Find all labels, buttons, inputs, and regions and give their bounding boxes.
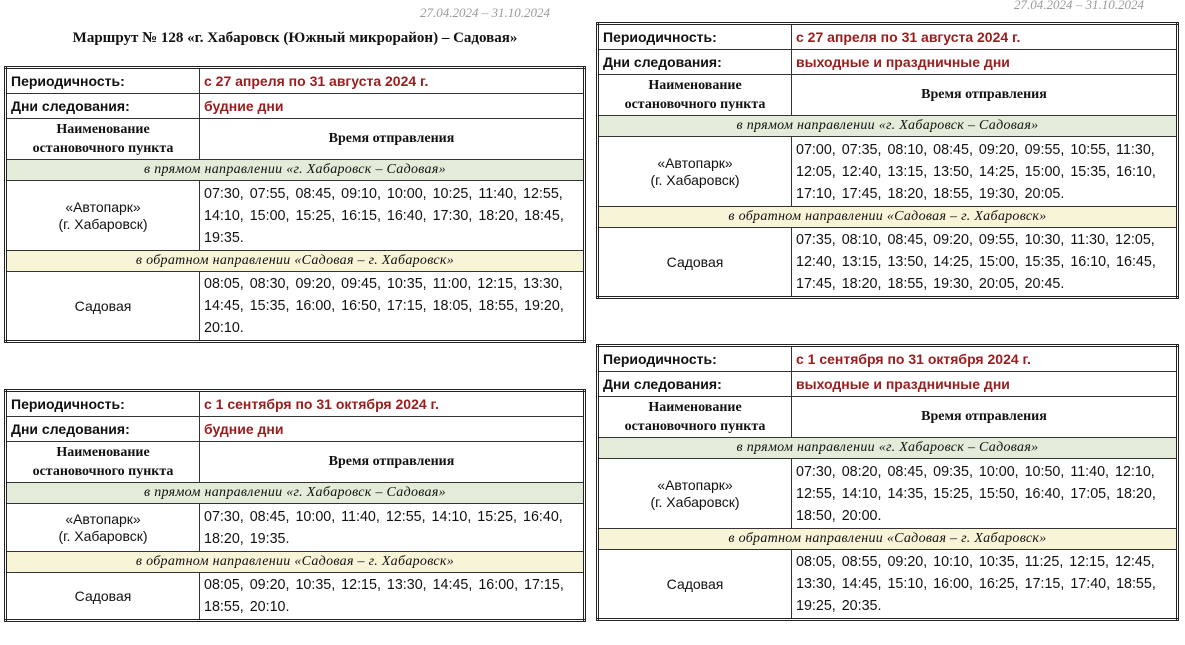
stop-name: Садовая [598, 228, 792, 298]
days-label: Дни следования: [598, 50, 792, 75]
route-title: Маршрут № 128 «г. Хабаровск (Южный микрорайон) – Садовая» [72, 30, 518, 46]
departure-times: 07:30, 08:45, 10:00, 11:40, 12:55, 14:10, 15:25, 16:40, 18:20, 19:35. [200, 504, 585, 552]
periodicity-value: с 1 сентября по 31 октября 2024 г. [792, 346, 1178, 372]
direction-backward: в обратном направлении «Садовая – г. Хабаровск» [6, 552, 585, 573]
direction-backward: в обратном направлении «Садовая – г. Хабаровск» [598, 207, 1178, 228]
date-range-right: 27.04.2024 – 31.10.2024 [1014, 0, 1144, 12]
departure-times: 07:30, 08:20, 08:45, 09:35, 10:00, 10:50, 11:40, 12:10, 12:55, 14:10, 14:35, 15:25, 15:50, 16:40, 17:05, 18:20, 18:50, 20:00. [792, 459, 1178, 529]
days-value: будние дни [200, 417, 585, 442]
direction-forward: в прямом направлении «г. Хабаровск – Садовая» [598, 116, 1178, 137]
stop-name: Садовая [6, 272, 200, 342]
periodicity-label: Периодичность: [6, 391, 200, 417]
schedule-table-weekdays-autumn [4, 389, 586, 622]
days-value: выходные и праздничные дни [792, 372, 1178, 397]
direction-forward: в прямом направлении «г. Хабаровск – Садовая» [6, 483, 585, 504]
direction-backward: в обратном направлении «Садовая – г. Хабаровск» [6, 251, 585, 272]
stop-column-header: Наименование остановочного пункта [6, 119, 200, 160]
schedule-table-weekends-summer [596, 22, 1179, 299]
periodicity-value: с 27 апреля по 31 августа 2024 г. [200, 68, 585, 94]
periodicity-value: с 27 апреля по 31 августа 2024 г. [792, 24, 1178, 50]
days-value: выходные и праздничные дни [792, 50, 1178, 75]
days-label: Дни следования: [598, 372, 792, 397]
periodicity-label: Периодичность: [598, 24, 792, 50]
periodicity-value: с 1 сентября по 31 октября 2024 г. [200, 391, 585, 417]
stop-column-header: Наименование остановочного пункта [598, 397, 792, 438]
date-range-left: 27.04.2024 – 31.10.2024 [420, 5, 550, 20]
time-column-header: Время отправления [792, 397, 1178, 438]
stop-column-header: Наименование остановочного пункта [598, 75, 792, 116]
stop-name: «Автопарк» (г. Хабаровск) [598, 459, 792, 529]
departure-times: 07:35, 08:10, 08:45, 09:20, 09:55, 10:30, 11:30, 12:05, 12:40, 13:15, 13:50, 14:25, 15:00, 15:35, 16:10, 16:45, 17:45, 18:20, 18:55, 19:30, 20:05, 20:45. [792, 228, 1178, 298]
schedule-table-weekdays-summer [4, 66, 586, 343]
stop-column-header: Наименование остановочного пункта [6, 442, 200, 483]
schedule-table-weekends-autumn [596, 344, 1179, 621]
departure-times: 08:05, 09:20, 10:35, 12:15, 13:30, 14:45, 16:00, 17:15, 18:55, 20:10. [200, 573, 585, 621]
time-column-header: Время отправления [200, 442, 585, 483]
stop-name: Садовая [6, 573, 200, 621]
time-column-header: Время отправления [792, 75, 1178, 116]
periodicity-label: Периодичность: [6, 68, 200, 94]
stop-name: «Автопарк» (г. Хабаровск) [6, 181, 200, 251]
stop-name: «Автопарк» (г. Хабаровск) [598, 137, 792, 207]
direction-forward: в прямом направлении «г. Хабаровск – Садовая» [598, 438, 1178, 459]
departure-times: 08:05, 08:30, 09:20, 09:45, 10:35, 11:00, 12:15, 13:30, 14:45, 15:35, 16:00, 16:50, 17:15, 18:05, 18:55, 19:20, 20:10. [200, 272, 585, 342]
stop-name: «Автопарк» (г. Хабаровск) [6, 504, 200, 552]
days-label: Дни следования: [6, 417, 200, 442]
days-label: Дни следования: [6, 94, 200, 119]
departure-times: 07:00, 07:35, 08:10, 08:45, 09:20, 09:55, 10:55, 11:30, 12:05, 12:40, 13:15, 13:50, 14:25, 15:00, 15:35, 16:10, 17:10, 17:45, 18:20, 18:55, 19:30, 20:05. [792, 137, 1178, 207]
departure-times: 08:05, 08:55, 09:20, 10:10, 10:35, 11:25, 12:15, 12:45, 13:30, 14:45, 15:10, 16:00, 16:25, 17:15, 17:40, 18:55, 19:25, 20:35. [792, 550, 1178, 620]
time-column-header: Время отправления [200, 119, 585, 160]
periodicity-label: Периодичность: [598, 346, 792, 372]
stop-name: Садовая [598, 550, 792, 620]
direction-backward: в обратном направлении «Садовая – г. Хабаровск» [598, 529, 1178, 550]
days-value: будние дни [200, 94, 585, 119]
direction-forward: в прямом направлении «г. Хабаровск – Садовая» [6, 160, 585, 181]
departure-times: 07:30, 07:55, 08:45, 09:10, 10:00, 10:25, 11:40, 12:55, 14:10, 15:00, 15:25, 16:15, 16:40, 17:30, 18:20, 18:45, 19:35. [200, 181, 585, 251]
